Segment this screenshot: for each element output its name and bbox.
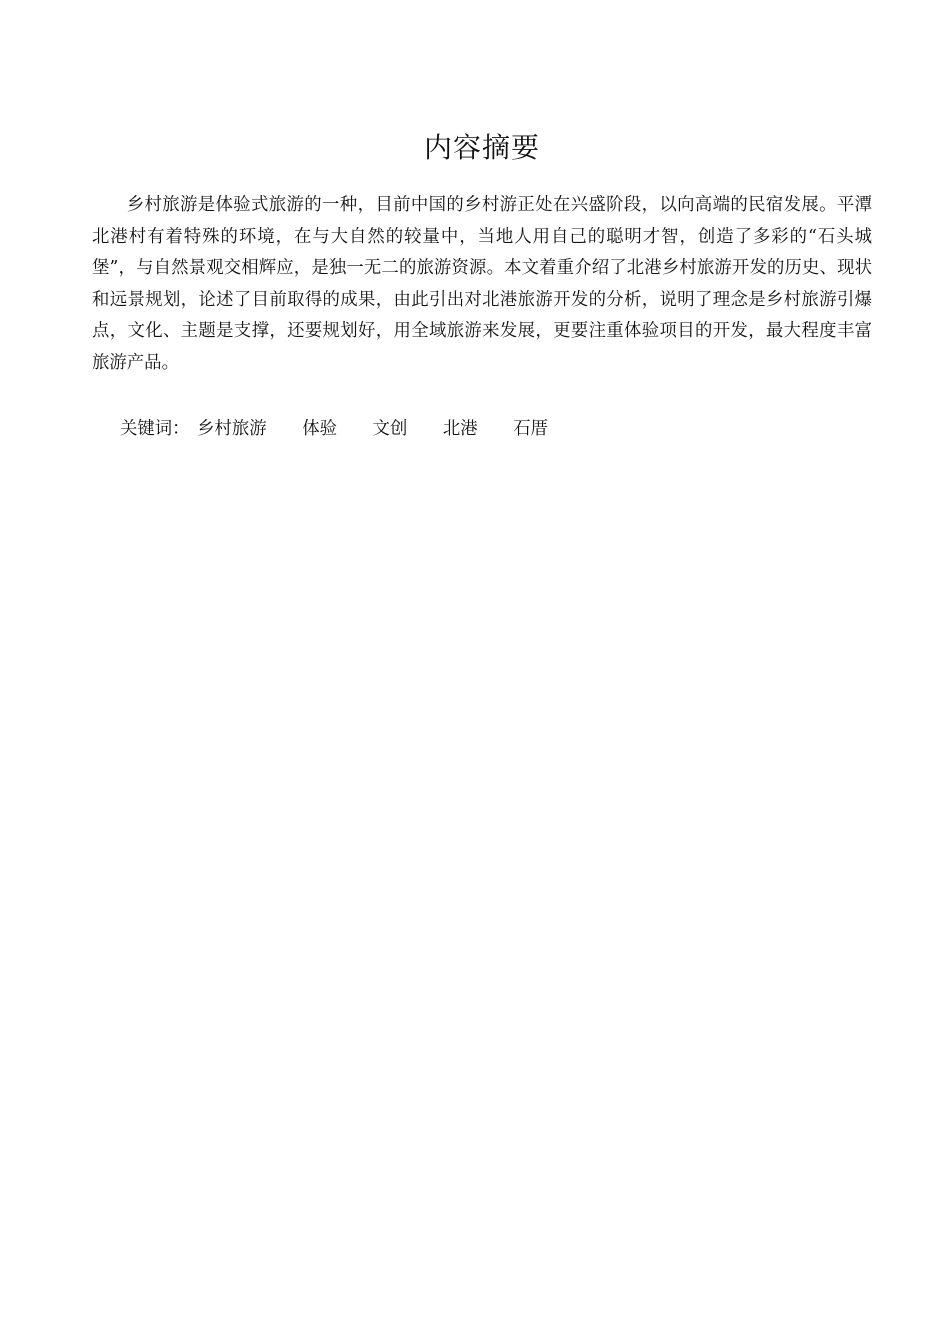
page-title: 内容摘要 — [423, 131, 540, 164]
abstract-paragraph: 乡村旅游是体验式旅游的一种，目前中国的乡村游正处在兴盛阶段，以向高端的民宿发展。平潭北港村有着特殊的环境，在与大自然的较量中，当地人用自己的聪明才智，创造了多彩的“石头城堡”，与自然景观交相辉应，是独一无二的旅游资源。本文着重介绍了北港乡村旅游开发的历史、现状和远景规划，论述了目前取得的成果，由此引出对北港旅游开发的分析，说明了理念是乡村旅游引爆点，文化、主题是支撑，还要规划好，用全域旅游来发展，更要注重体验项目的开发，最大程度丰富旅游产品。 — [92, 195, 872, 373]
keyword-item: 北港 — [442, 419, 478, 439]
keyword-item: 文创 — [372, 419, 408, 439]
keyword-item: 石厝 — [513, 419, 548, 439]
keywords-label: 关键词： — [120, 419, 190, 439]
keyword-item: 体验 — [302, 419, 338, 439]
keyword-item: 乡村旅游 — [197, 419, 267, 439]
keywords-line — [120, 414, 578, 446]
